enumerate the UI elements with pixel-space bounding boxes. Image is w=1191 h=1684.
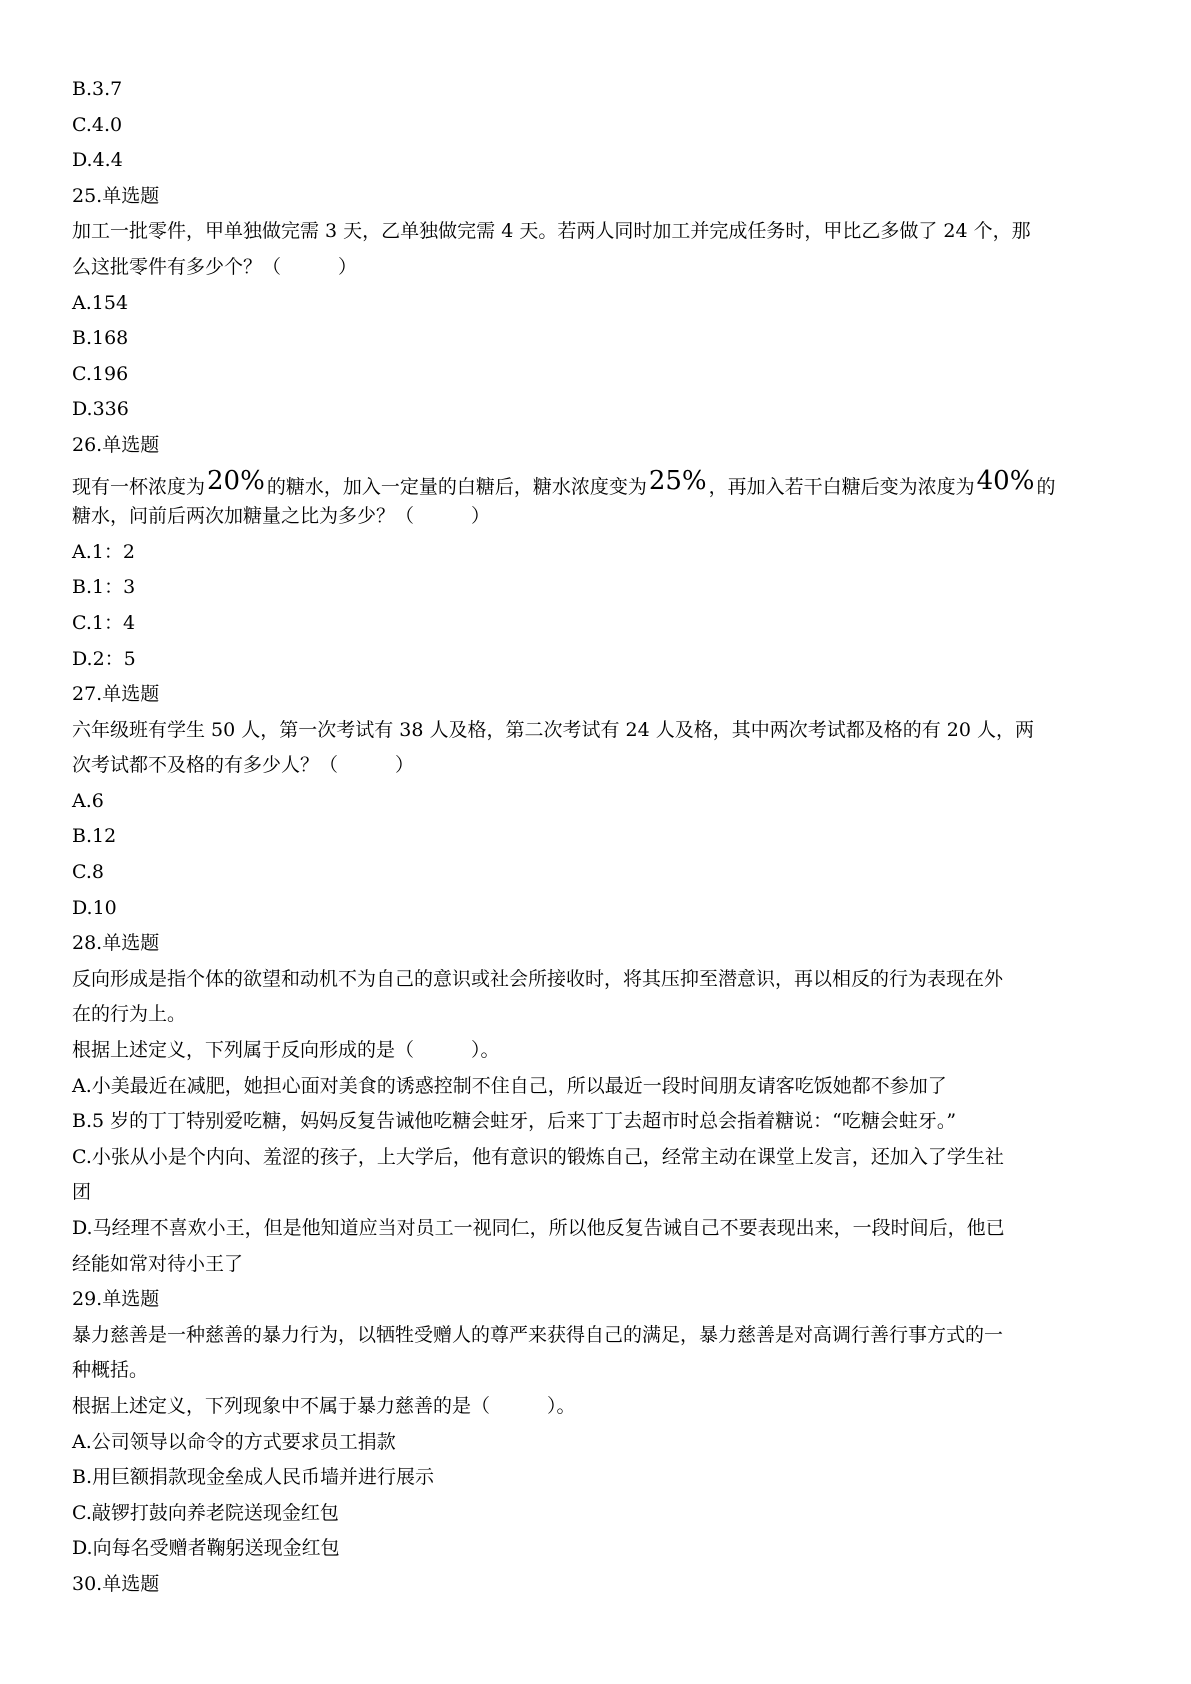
answer-option: B.5 岁的丁丁特别爱吃糖，妈妈反复告诫他吃糖会蛀牙，后来丁丁去超市时总会指着糖说：“吃糖会蛀牙。”	[72, 1110, 957, 1133]
answer-option: C.敲锣打鼓向养老院送现金红包	[72, 1501, 339, 1524]
answer-option: D.336	[72, 398, 129, 421]
answer-option: A.1：2	[72, 540, 135, 563]
answer-option: C.1：4	[72, 611, 136, 634]
percent-formula: 40%	[976, 465, 1035, 496]
answer-option: D.4.4	[72, 149, 123, 172]
answer-option: A.公司领导以命令的方式要求员工捐款	[72, 1430, 396, 1453]
question-stem-line: 反向形成是指个体的欲望和动机不为自己的意识或社会所接收时，将其压抑至潜意识，再以相反的行为表现在外	[72, 967, 1004, 990]
answer-option: D.马经理不喜欢小王，但是他知道应当对员工一视同仁，所以他反复告诫自己不要表现出来，一段时间后，他已	[72, 1217, 1005, 1239]
answer-option: C.8	[72, 861, 104, 884]
document-page	[72, 72, 1132, 1603]
answer-option: C.196	[72, 362, 129, 385]
answer-option: D.向每名受赠者鞠躬送现金红包	[72, 1537, 340, 1560]
question-type-heading: 26.单选题	[72, 433, 160, 456]
stem-text: ，再加入若干白糖后变为浓度为	[708, 475, 975, 498]
answer-option: B.12	[72, 825, 117, 848]
answer-option: B.168	[72, 327, 129, 350]
question-stem-line: 六年级班有学生 50 人，第一次考试有 38 人及格，第二次考试有 24 人及格，其中两次考试都及格的有 20 人，两	[72, 718, 1035, 741]
stem-text: 的	[1036, 475, 1056, 498]
answer-option: 经能如常对待小王了	[72, 1252, 244, 1275]
answer-option: C.4.0	[72, 113, 123, 136]
question-type-heading: 28.单选题	[72, 932, 160, 955]
question-stem-line: 根据上述定义，下列属于反向形成的是（ ）。	[72, 1039, 500, 1062]
question-stem-line: 次考试都不及格的有多少人？（ ）	[72, 754, 415, 777]
answer-option: A.小美最近在减肥，她担心面对美食的诱惑控制不住自己，所以最近一段时间朋友请客吃饭她都不参加了	[72, 1074, 947, 1097]
question-stem-line: 根据上述定义，下列现象中不属于暴力慈善的是（ ）。	[72, 1394, 576, 1417]
question-type-heading: 25.单选题	[72, 184, 160, 207]
percent-formula: 20%	[207, 465, 265, 496]
question-stem-line: 种概括。	[72, 1359, 149, 1382]
answer-option: 团	[72, 1181, 92, 1204]
question-stem-line: 么这批零件有多少个？（ ）	[72, 255, 358, 278]
question-type-heading: 29.单选题	[72, 1288, 160, 1311]
question-stem-line: 糖水，问前后两次加糖量之比为多少？（ ）	[72, 505, 491, 528]
question-stem-line: 在的行为上。	[72, 1003, 187, 1026]
answer-option: B.3.7	[72, 78, 123, 100]
percent-formula: 25%	[648, 465, 707, 496]
answer-option: B.用巨额捐款现金垒成人民币墙并进行展示	[72, 1466, 435, 1489]
question-stem-line: 暴力慈善是一种慈善的暴力行为，以牺牲受赠人的尊严来获得自己的满足，暴力慈善是对高调行善行事方式的一	[72, 1323, 1004, 1346]
question-type-heading: 27.单选题	[72, 683, 160, 706]
answer-option: A.154	[72, 291, 129, 314]
question-stem-line	[72, 464, 1132, 500]
stem-text: 的糖水，加入一定量的白糖后，糖水浓度变为	[266, 475, 647, 498]
answer-option: B.1：3	[72, 576, 136, 599]
stem-text: 现有一杯浓度为	[72, 475, 206, 498]
answer-option: D.2：5	[72, 647, 136, 670]
question-type-heading: 30.单选题	[72, 1572, 160, 1595]
answer-option: A.6	[72, 789, 104, 812]
question-stem-line: 加工一批零件，甲单独做完需 3 天，乙单独做完需 4 天。若两人同时加工并完成任务时，甲比乙多做了 24 个，那	[72, 220, 1031, 243]
answer-option: D.10	[72, 896, 117, 919]
answer-option: C.小张从小是个内向、羞涩的孩子，上大学后，他有意识的锻炼自己，经常主动在课堂上发言，还加入了学生社	[72, 1145, 1004, 1168]
